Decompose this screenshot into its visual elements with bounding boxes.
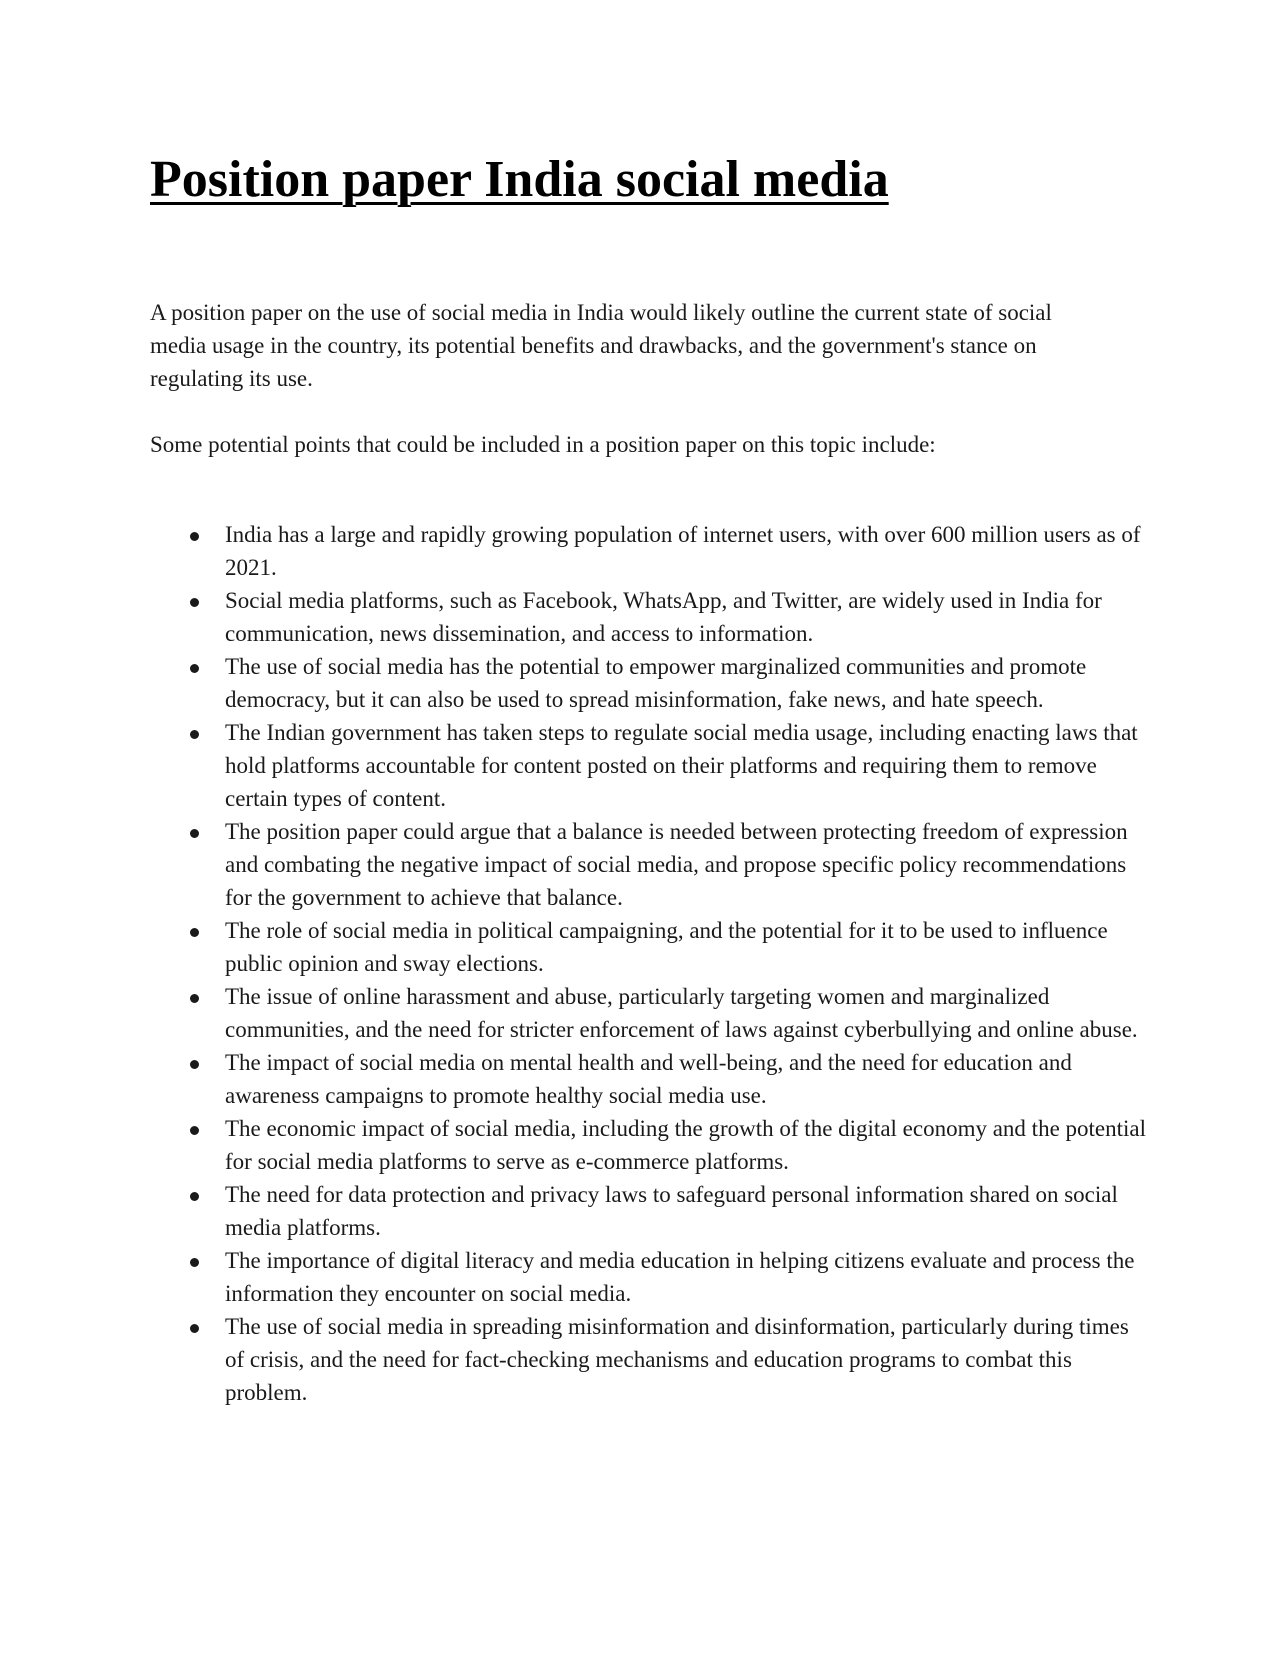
bullet-icon <box>190 664 199 673</box>
bullet-icon <box>190 532 199 541</box>
bullet-icon <box>190 994 199 1003</box>
list-item <box>150 716 1150 815</box>
list-item <box>150 518 1150 584</box>
intro-paragraph: A position paper on the use of social media in India would likely outline the current state of social media usage in the country, its potential benefits and drawbacks, and the government's stance on regulating its use. <box>150 300 1052 391</box>
list-item <box>150 1178 1150 1244</box>
bullet-icon <box>190 829 199 838</box>
list-item <box>150 584 1150 650</box>
list-item-text: The use of social media has the potential to empower marginalized communities and promote democracy, but it can also be used to spread misinformation, fake news, and hate speech. <box>225 654 1087 712</box>
lead-paragraph: Some potential points that could be included in a position paper on this topic include: <box>150 432 936 457</box>
list-item-text: The role of social media in political campaigning, and the potential for it to be used to influence public opinion and sway elections. <box>225 918 1108 976</box>
list-item-text: The position paper could argue that a balance is needed between protecting freedom of expression and combating the negative impact of social media, and propose specific policy recommendations for the government to achieve that balance. <box>225 819 1128 910</box>
list-item <box>150 914 1150 980</box>
bullet-icon <box>190 1192 199 1201</box>
list-item-text: The need for data protection and privacy laws to safeguard personal information shared on social media platforms. <box>225 1182 1118 1240</box>
bullet-icon <box>190 928 199 937</box>
list-item-text: The importance of digital literacy and media education in helping citizens evaluate and process the information they encounter on social media. <box>225 1248 1135 1306</box>
list-item-text: The use of social media in spreading misinformation and disinformation, particularly during times of crisis, and the need for fact-checking mechanisms and education programs to combat this problem. <box>225 1314 1129 1405</box>
list-item-text: Social media platforms, such as Facebook, WhatsApp, and Twitter, are widely used in India for communication, news dissemination, and access to information. <box>225 588 1102 646</box>
list-item <box>150 1310 1150 1409</box>
page-title: Position paper India social media <box>150 151 889 208</box>
bullet-icon <box>190 730 199 739</box>
list-item-text: India has a large and rapidly growing population of internet users, with over 600 million users as of 2021. <box>225 522 1141 580</box>
points-list <box>150 518 1150 1409</box>
list-item-text: The issue of online harassment and abuse, particularly targeting women and marginalized communities, and the need for stricter enforcement of laws against cyberbullying and online abuse. <box>225 984 1138 1042</box>
bullet-icon <box>190 1126 199 1135</box>
list-item <box>150 815 1150 914</box>
list-item <box>150 1244 1150 1310</box>
list-item <box>150 1046 1150 1112</box>
list-item-text: The Indian government has taken steps to regulate social media usage, including enacting laws that hold platforms accountable for content posted on their platforms and requiring them to remove certain types of content. <box>225 720 1138 811</box>
list-item <box>150 650 1150 716</box>
list-item-text: The economic impact of social media, including the growth of the digital economy and the potential for social media platforms to serve as e-commerce platforms. <box>225 1116 1147 1174</box>
bullet-icon <box>190 598 199 607</box>
list-item-text: The impact of social media on mental health and well-being, and the need for education and awareness campaigns to promote healthy social media use. <box>225 1050 1072 1108</box>
bullet-icon <box>190 1258 199 1267</box>
bullet-icon <box>190 1324 199 1333</box>
bullet-icon <box>190 1060 199 1069</box>
list-item <box>150 980 1150 1046</box>
list-item <box>150 1112 1150 1178</box>
